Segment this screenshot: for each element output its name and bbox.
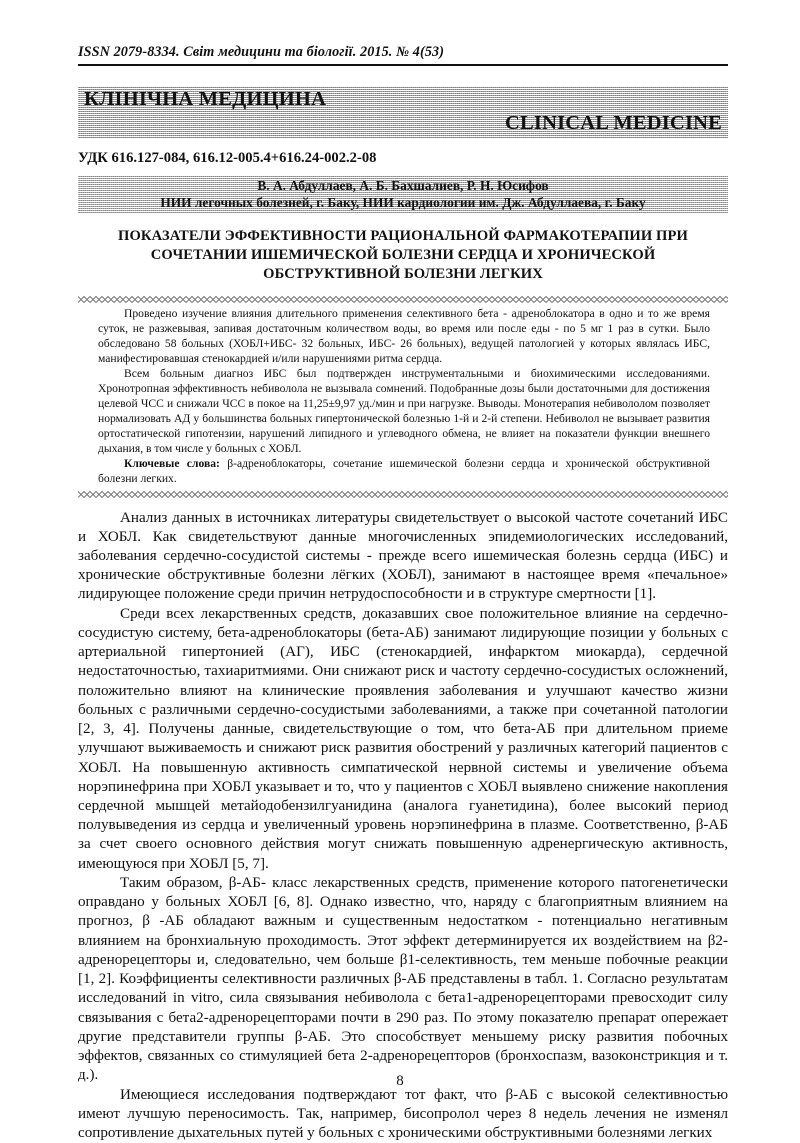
banner-title-row bbox=[84, 88, 722, 111]
author-names: В. А. Абдуллаев, А. Б. Бахшалиев, Р. Н. Юсифов bbox=[82, 178, 724, 195]
abstract-paragraph-2: Всем больным диагноз ИБС был подтвержден инструментальными и биохимическими исследованиями. Хронотропная эффективность небиволола не вызывала сомнений. Подобранные дозы были достаточными для достижения целевой ЧСС и снижали ЧСС в покое на 11,25±9,97 уд./мин и при нагрузке. Выводы. Монотерапия небивололом позволяет нормализовать АД у большинства больных гипертонической болезнью 1-й и 2-й степени. Небиволол не вызывает развития ортостатической гипотензии, нарушений липидного и углеводного обмена, не влияет на показатели функции внешнего дыхания, в том числе у больных с ХОБЛ. bbox=[98, 367, 710, 456]
running-head-rule bbox=[78, 64, 728, 66]
body-paragraph-4: Имеющиеся исследования подтверждают тот факт, что β-АБ с высокой селективностью имеют лучшую переносимость. Так, например, бисопролол через 8 недель лечения не изменял сопротивление дыхательных путей у больных с хроническими обструктивными болезнями легких bbox=[78, 1086, 728, 1143]
page-number: 8 bbox=[0, 1073, 800, 1090]
section-banner bbox=[78, 86, 728, 139]
udk-code: УДК 616.127-084, 616.12-005.4+616.24-002.2-08 bbox=[78, 150, 728, 167]
abstract-paragraph-1: Проведено изучение влияния длительного применения селективного бета - адреноблокатора в одно и то же время суток, не разжевывая, запивая достаточным количеством воды, во время или после еды - по 5 мг 1 раз в сутки. Было обследовано 58 больных (ХОБЛ+ИБС- 32 больных, ИБС- 26 больных), ведущей патологией у которых являлась ИБС, манифестировавшая стенокардией и/или нарушениями ритма сердца. bbox=[98, 307, 710, 367]
article-body bbox=[78, 509, 728, 1143]
banner-title-ukrainian: КЛІНІЧНА МЕДИЦИНА bbox=[84, 88, 326, 111]
banner-title-english: CLINICAL MEDICINE bbox=[84, 112, 722, 135]
abstract-block bbox=[98, 303, 710, 490]
keywords-label: Ключевые слова: bbox=[124, 457, 220, 470]
running-head: ISSN 2079-8334. Світ медицини та біології. 2015. № 4(53) bbox=[78, 44, 728, 64]
body-paragraph-2: Среди всех лекарственных средств, доказавших свое положительное влияние на сердечно-сосудистую систему, бета-адреноблокаторы (бета-АБ) занимают лидирующие позиции у больных с артериальной гипертонией (АГ), ИБС (стенокардией, инфарктом миокарда), сердечной недостаточностью, тахиаритмиями. Они снижают риск и частоту сердечно-сосудистых осложнений, положительно влияют на клинические проявления заболевания и улучшают качество жизни больных с различными сердечно-сосудистыми заболеваниями, а также при сочетанной патологии [2, 3, 4]. Получены данные, свидетельствующие о том, что бета-АБ при длительном приеме улучшают выживаемость и снижают риск развития обострений у различных категорий пациентов с ХОБЛ. На повышенную активность симпатической нервной системы и увеличение объема норэпинефрина при ХОБЛ указывает и то, что у пациентов с ХОБЛ выявлено снижение накопления сердечной мышцей метайодобензилгуанидина (аналога гуанетидина), более высокий период полувыведения из сердца и увеличенный уровень норэпинефрина в плазме. Соответственно, β-АБ за счет своего основного действия могут снижать повышенную адренергическую активность, имеющуюся при ХОБЛ [5, 7]. bbox=[78, 605, 728, 874]
keywords-text: β-адреноблокаторы, сочетание ишемической болезни сердца и хронической обструктивной болезни легких. bbox=[98, 457, 710, 485]
body-paragraph-1: Анализ данных в источниках литературы свидетельствует о высокой частоте сочетаний ИБС и ХОБЛ. Как свидетельствуют данные многочисленных эпидемиологических исследований, заболевания сердечно-сосудистой системы - прежде всего ишемическая болезнь сердца (ИБС) и хронические обструктивные болезни лёгких (ХОБЛ), занимают в настоящее время «печальное» лидирующее положение среди причин нетрудоспособности и в структуре смертности [1]. bbox=[78, 509, 728, 605]
abstract-keywords bbox=[98, 457, 710, 487]
body-paragraph-3: Таким образом, β-АБ- класс лекарственных средств, применение которого патогенетически оправдано у больных ХОБЛ [6, 8]. Однако известно, что, наряду с благоприятным влиянием на прогноз, β -АБ обладают важным и существенным недостатком - потенциально негативным влиянием на бронхиальную проходимость. Этот эффект детерминируется их воздействием на β2-адренорецепторы и, следовательно, чем больше β1-селективность, тем меньше побочные реакции [1, 2]. Коэффициенты селективности различных β-АБ представлены в табл. 1. Согласно результатам исследований in vitro, сила связывания небиволола с бета1-адренорецепторами превосходит силу связывания с бета2-адренорецепторами почти в 290 раз. По этому показателю препарат опережает другие представители группы β-АБ. Это способствует меньшему риску развития побочных эффектов, связанных со стимуляцией бета 2-адренорецепторов (бронхоспазм, вазоконстрикция и т. д.). bbox=[78, 874, 728, 1086]
page-title: ПОКАЗАТЕЛИ ЭФФЕКТИВНОСТИ РАЦИОНАЛЬНОЙ ФАРМАКОТЕРАПИИ ПРИ СОЧЕТАНИИ ИШЕМИЧЕСКОЙ БОЛЕЗНИ СЕРДЦА И ХРОНИЧЕСКОЙ ОБСТРУКТИВНОЙ БОЛЕЗНИ ЛЕГКИХ bbox=[112, 227, 694, 284]
zigzag-rule-top bbox=[78, 296, 728, 303]
authors-banner bbox=[78, 176, 728, 215]
banner-subtitle-row bbox=[84, 112, 722, 135]
zigzag-rule-bottom bbox=[78, 491, 728, 498]
author-affiliation: НИИ легочных болезней, г. Баку, НИИ кардиологии им. Дж. Абдуллаева, г. Баку bbox=[82, 195, 724, 212]
